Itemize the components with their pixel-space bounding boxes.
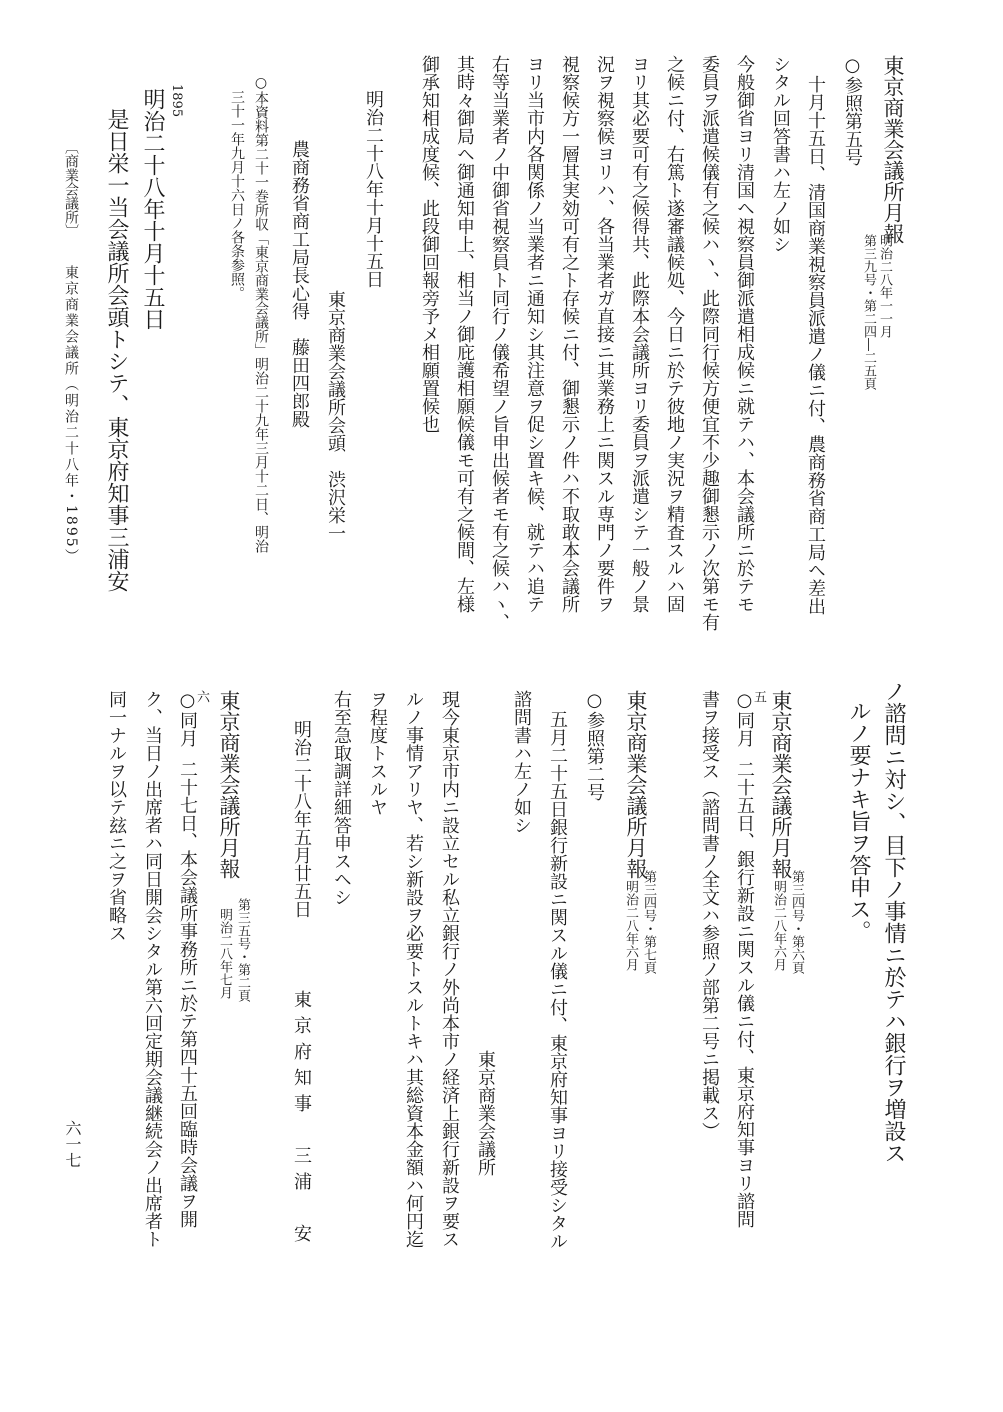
block2-date: 明治二十八年五月廿五日 [291,720,312,918]
lower-cont-line2: ルノ要ナキ旨ヲ答申ス。 [846,700,871,942]
upper-line-04: 委員ヲ派遣候儀有之候ハヽ、此際同行候方便宜不少趣御懇示ノ次第モ有 [699,55,720,631]
block1-citation-line1: 第三四号・第六頁 [788,870,804,974]
block3-date-marker-text: ○同月 [177,690,198,747]
block2-addressee: 東京商業会議所 [475,1050,496,1176]
upper-citation-line1: 第三九号・第二四―二五頁 [860,234,876,390]
block1-date-marker-text: ○同月 [734,690,755,747]
block2-body1: 現今東京市内ニ設立セル私立銀行ノ外尚本市ノ経済上銀行新設ヲ要ス [439,690,460,1248]
upper-citation-b [876,234,891,338]
block2-line2: 諮問書ハ左ノ如シ [511,690,532,834]
upper-note-line1: ○本資料第二十一巻所収「東京商業会議所」明治二十九年三月十二日、明治 [253,75,269,553]
block3-journal-title: 東京商業会議所月報 [217,690,241,879]
block2-body4: 右至急取調詳細答申スヘシ [331,690,352,906]
upper-line-02: シタル回答書ハ左ノ如シ [770,55,791,253]
block3-day-number: 六 [194,690,209,703]
page-number: 六一七 [63,1120,82,1168]
block1-day-number: 五 [751,690,766,703]
block3-citation [234,898,249,1002]
block2-body3: ヲ程度トスルヤ [367,690,388,816]
upper-sender-signature: 東京商業会議所会頭 渋沢栄一 [325,290,346,542]
block2-citation-line2: 明治二八年六月 [622,880,638,971]
upper-org-line: 東京商業会議所（明治二十八年・1895） [63,265,79,565]
upper-line-10: 右等当業者ノ中御省視察員ト同行ノ儀希望ノ旨申出候者モ有之候ハヽ、 [489,55,510,631]
upper-line-08: 視察候方一層其実効可有之ト存候ニ付、御懇示ノ件ハ不取敢本会議所 [559,55,580,613]
upper-year-number: 1895 [169,84,184,118]
block3-citation-b [216,908,231,999]
block2-citation-b [622,880,637,971]
upper-citation-line2: 明治二八年一一月 [876,234,892,338]
upper-line-09: ヨリ当市内各関係ノ当業者ニ通知シ其注意ヲ促シ置キ候、就テハ追テ [524,55,545,613]
block2-journal-title: 東京商業会議所月報 [624,690,648,879]
block2-citation [640,870,655,974]
upper-line-03: 今般御省ヨリ清国ヘ視察員御派遣相成候ニ就テハ、本会議所ニ於テモ [734,55,755,613]
upper-line-07: 況ヲ視察候ヨリハ、各当業者ガ直接ニ其業務上ニ関スル専門ノ要件ヲ [594,55,615,613]
block1-journal-title: 東京商業会議所月報 [769,690,793,879]
upper-entry-date: 明治二十八年十月十五日 [140,88,165,330]
upper-line-01: 十月十五日、清国商業視察員派遣ノ儀ニ付、農商務省商工局ヘ差出 [805,75,826,615]
upper-bracket-label: 〔商業会議所〕 [63,140,79,238]
block3-citation-line1: 第三五号・第二頁 [234,898,250,1002]
block1-citation-b [770,880,785,971]
block3-text3: 同一ナルヲ以テ玆ニ之ヲ省略ス [106,690,127,942]
block1-text1: 二十五日、銀行新設ニ関スル儀ニ付、東京府知事ヨリ諮問 [734,760,755,1228]
upper-section-heading: ○参照第五号 [842,55,863,166]
upper-note-line2: 三十一年九月十六日ノ各条参照。 [229,90,245,300]
block1-citation-line2: 明治二八年六月 [770,880,786,971]
upper-line-11: 其時々御局ヘ御通知申上、相当ノ御庇護相願候儀モ可有之候間、左様 [454,55,475,613]
block1-text2: 書ヲ接受ス（諮問書ノ全文ハ参照ノ部第二号ニ掲載ス） [699,690,720,1140]
block2-body2: ルノ事情アリヤ、若シ新設ヲ必要トスルトキハ其総資本金額ハ何円迄 [403,690,424,1248]
upper-letter-date: 明治二十八年十月十五日 [363,90,384,288]
block2-line1: 五月二十五日銀行新設ニ関スル儀ニ付、東京府知事ヨリ接受シタル [547,710,568,1250]
block2-signature: 東京府知事 三浦 安 [291,990,312,1250]
upper-citation [860,234,875,390]
block2-citation-line1: 第三四号・第七頁 [640,870,656,974]
upper-line-06: ヨリ其必要可有之候得共、此際本会議所ヨリ委員ヲ派遣シテ一般ノ景 [629,55,650,613]
upper-line-05: 之候ニ付、右篤ト遂審議候処、今日ニ於テ彼地ノ実況ヲ精査スルハ固 [664,55,685,613]
upper-line-12: 御承知相成度候、此段御回報旁予メ相願置候也 [419,55,440,433]
lower-cont-line1: ノ諮問ニ対シ、目下ノ事情ニ於テハ銀行ヲ増設ス [881,680,906,1164]
upper-journal-title: 東京商業会議所月報 [881,55,905,244]
block3-text2: ク、当日ノ出席者ハ同日開会シタル第六回定期会議継続会ノ出席者ト [142,690,163,1248]
block2-section-heading: ○参照第二号 [584,690,605,801]
upper-entry-text: 是日栄一当会議所会頭トシテ、東京府知事三浦安 [104,108,129,592]
upper-addressee: 農商務省商工局長心得 藤田四郎殿 [289,140,310,428]
block3-citation-line2: 明治二八年七月 [216,908,232,999]
block1-citation [788,870,803,974]
block3-text1: 二十七日、本会議所事務所ニ於テ第四十五回臨時会議ヲ開 [177,760,198,1228]
